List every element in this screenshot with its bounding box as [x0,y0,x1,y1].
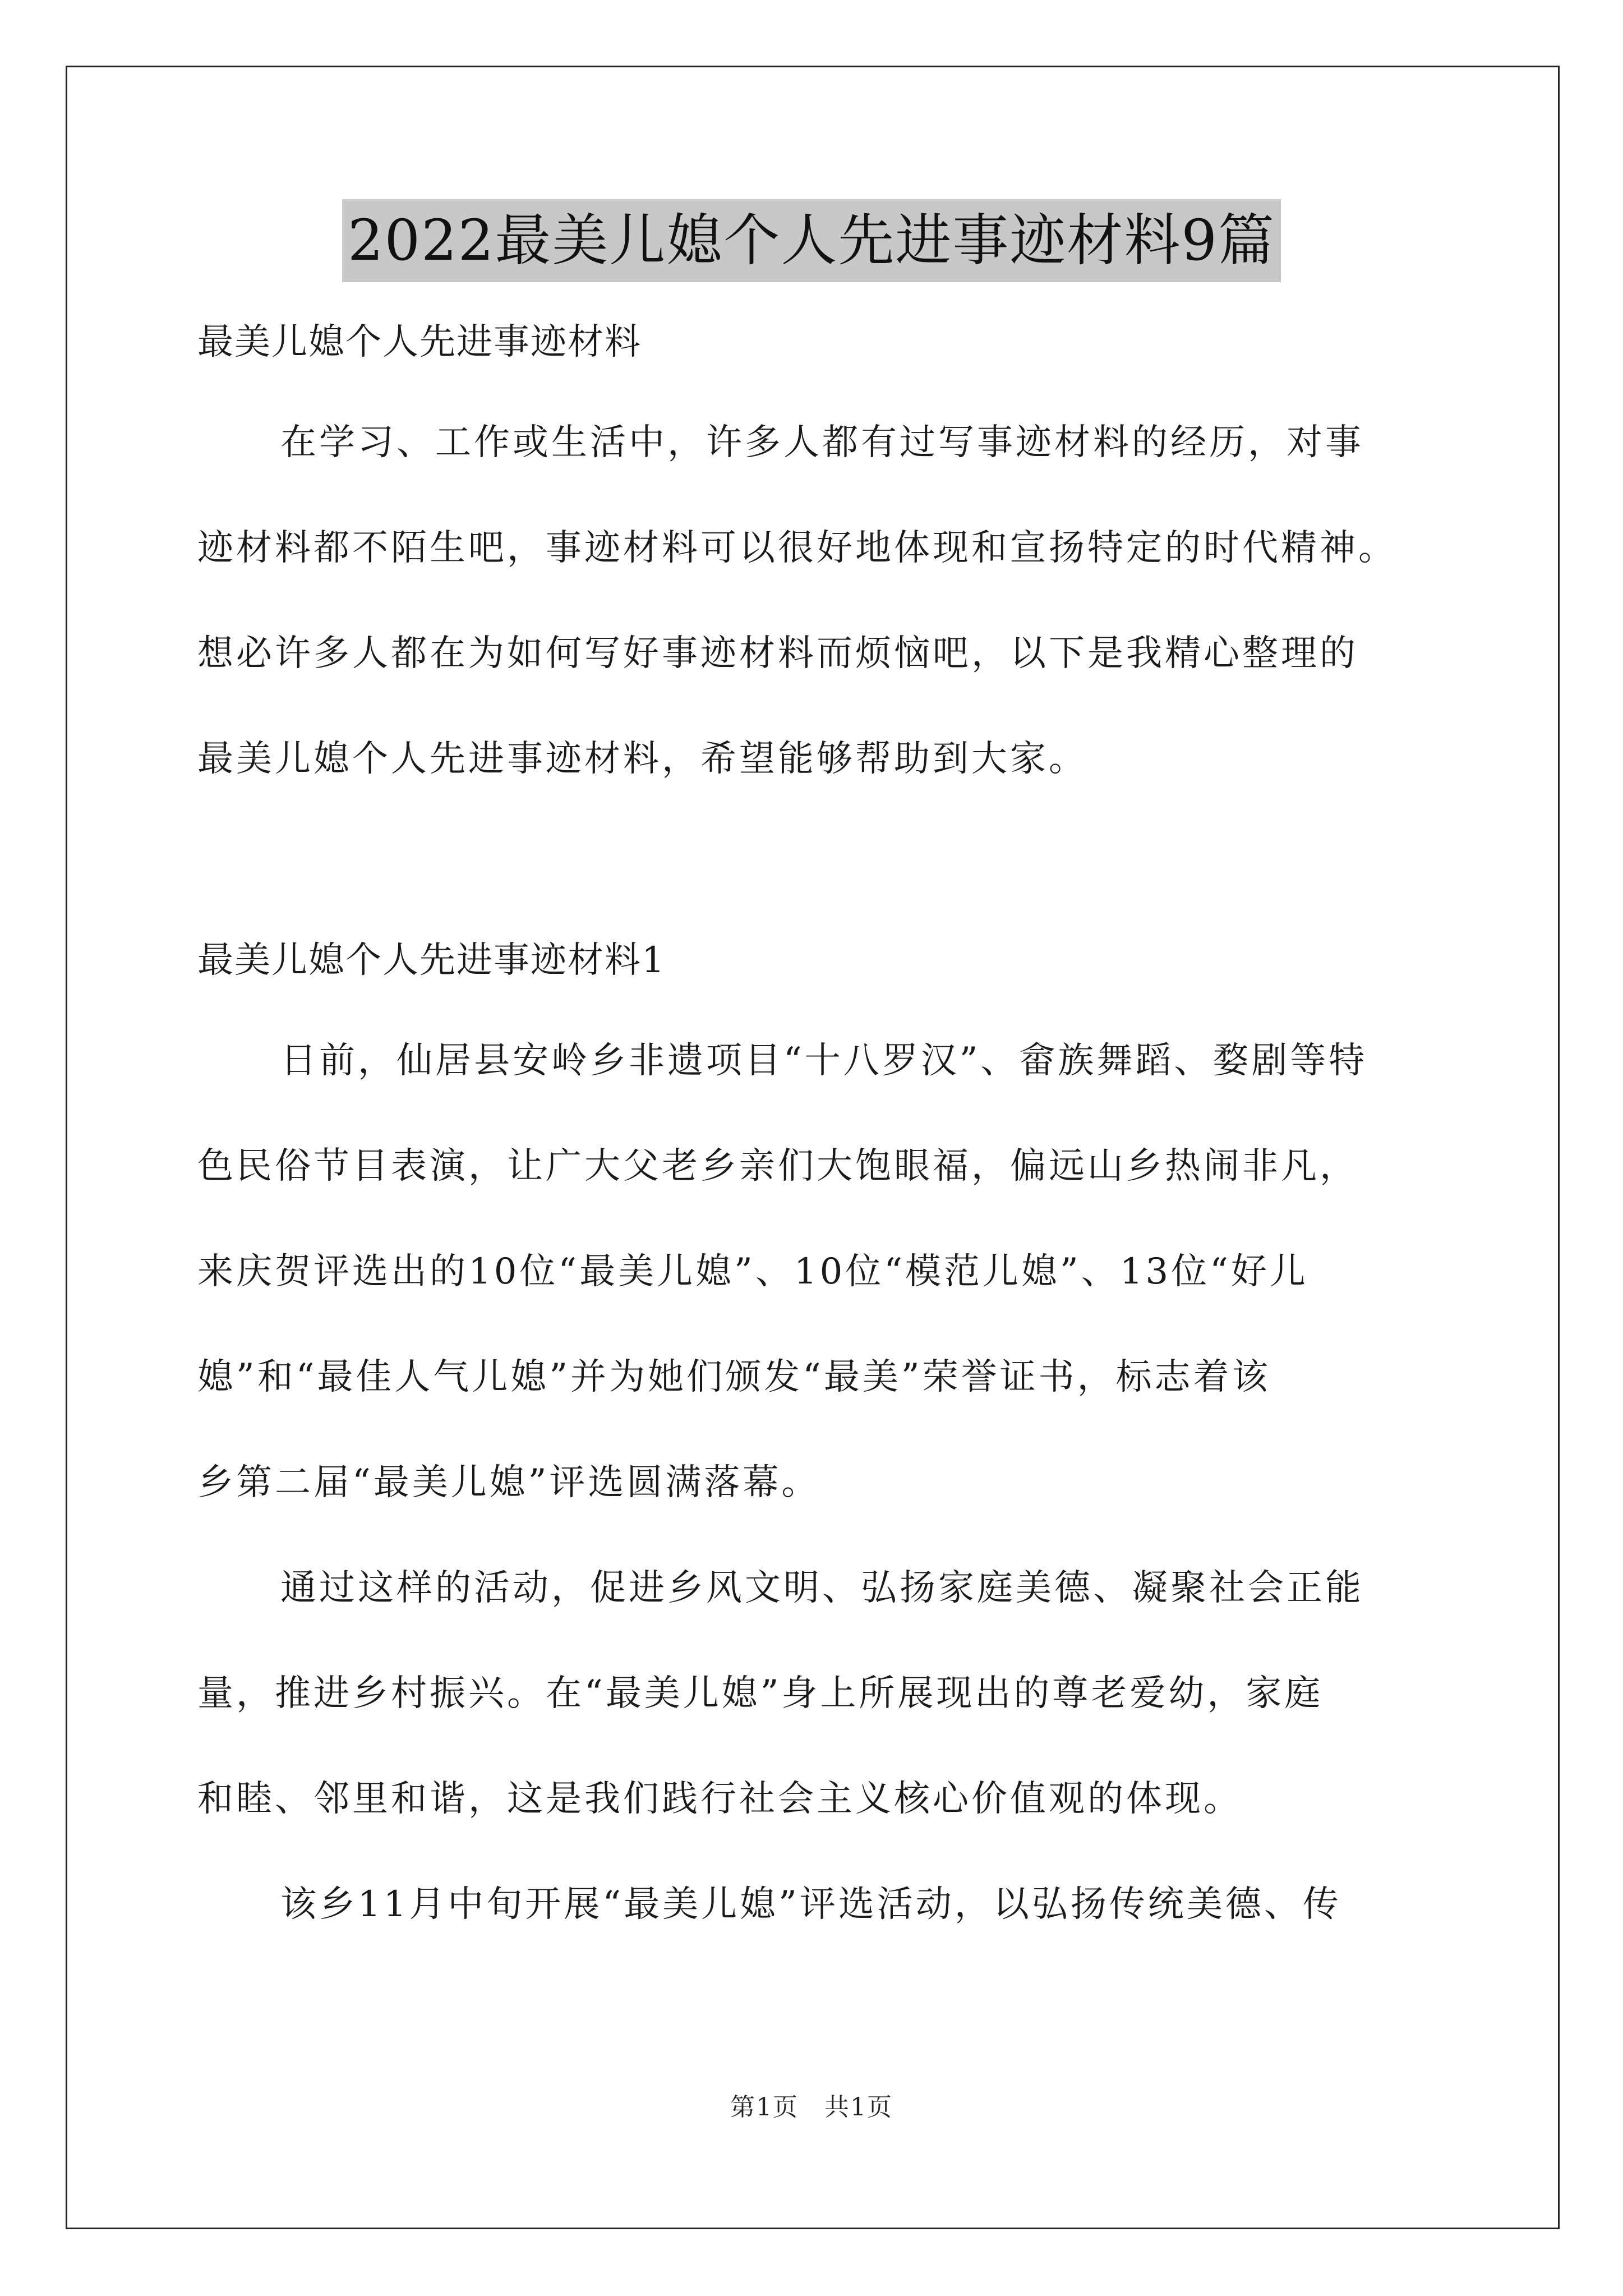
paragraph-line: 在学习、工作或生活中，许多人都有过写事迹材料的经历，对事 [280,422,1364,463]
document-title: 2022最美儿媳个人先进事迹材料9篇 [342,199,1281,282]
intro-paragraph [197,390,1431,812]
paragraph-line: 想必许多人都在为如何写好事迹材料而烦恼吧，以下是我精心整理的 [197,633,1358,674]
page-footer: 第1页 共1页 [730,2093,893,2122]
document-body [197,300,1431,1957]
section-paragraph [197,1535,1431,1852]
section-heading: 最美儿媳个人先进事迹材料1 [197,940,666,981]
paragraph-line: 该乡11月中旬开展“最美儿媳”评选活动，以弘扬传统美德、传 [280,1884,1341,1925]
paragraph-line: 色民俗节目表演，让广大父老乡亲们大饱眼福，偏远山乡热闹非凡， [197,1145,1358,1187]
intro-heading: 最美儿媳个人先进事迹材料 [197,321,642,363]
paragraph-line: 媳”和“最佳人气儿媳”并为她们颁发“最美”荣誉证书，标志着该 [197,1356,1271,1398]
paragraph-line: 通过这样的活动，促进乡风文明、弘扬家庭美德、凝聚社会正能 [280,1567,1364,1609]
paragraph-line: 最美儿媳个人先进事迹材料，希望能够帮助到大家。 [197,738,1087,780]
section-paragraph [197,1852,1431,1957]
title-container [0,199,1623,282]
section-paragraph [197,1008,1431,1535]
paragraph-line: 和睦、邻里和谐，这是我们践行社会主义核心价值观的体现。 [197,1778,1242,1820]
paragraph-line: 日前，仙居县安岭乡非遗项目“十八罗汉”、畲族舞蹈、婺剧等特 [280,1040,1368,1082]
paragraph-line: 量，推进乡村振兴。在“最美儿媳”身上所展现出的尊老爱幼，家庭 [197,1673,1324,1714]
paragraph-line: 迹材料都不陌生吧，事迹材料可以很好地体现和宣扬特定的时代精神。 [197,527,1397,569]
paragraph-line: 乡第二届“最美儿媳”评选圆满落幕。 [197,1462,820,1503]
paragraph-line: 来庆贺评选出的10位“最美儿媳”、10位“模范儿媳”、13位“好儿 [197,1251,1308,1292]
